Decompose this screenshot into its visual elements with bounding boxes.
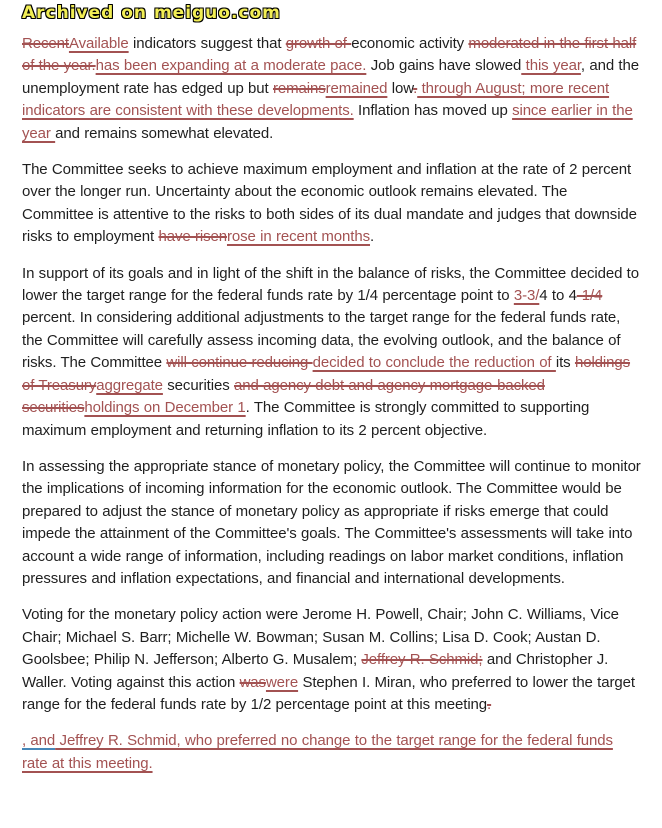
text-run: 4 to 4 [539,287,577,305]
deleted-text: Jeffrey R. Schmid; [361,651,483,669]
deleted-text: -1/4 [576,287,603,305]
paragraph [22,456,641,590]
deleted-text: . [413,79,418,97]
deleted-text: will continue reducing [166,354,313,372]
inserted-text: Jeffrey R. Schmid, who preferred no change to the target range for the federal funds rate at this meeting. [22,732,613,772]
inserted-text-blue-underline: , and [22,732,56,750]
text-run: The Committee seeks to achieve maximum employment and inflation at the rate of 2 percent over the longer run. Uncertainty about the economic outlook remains elevated. The Committee is attentive to the risks to both sides of its dual mandate and judges that downside risks to employment [22,161,637,246]
deleted-text: was [239,673,266,691]
deleted-text: growth of [285,35,352,52]
inserted-text: decided to conclude the reduction of [312,354,556,372]
text-run: In assessing the appropriate stance of monetary policy, the Committee will continue to monitor the implications of incoming information for the economic outlook. The Committee would be prepared to adjust the stance of monetary policy as appropriate if risks emerge that could impede the attainment of the Committee's goals. The Committee's assessments will take into account a wide range of information, including readings on labor market conditions, inflation pressures and inflation expectations, and financial and international developments. [22,457,641,587]
text-run: percent. In considering additional adjustments to the target range for the federal funds rate, the Committee will carefully assess incoming data, the evolving outlook, and the balance of risks. The Committee [22,309,621,372]
text-run: economic activity [351,35,469,52]
inserted-text: holdings on December 1 [84,399,246,417]
inserted-text: were [265,673,299,691]
text-run: indicators suggest that [128,35,286,52]
text-run: its [555,354,575,372]
deleted-text: holdings of Treasury [22,354,631,394]
inserted-text: remained [325,79,388,97]
inserted-text: through August; more recent indicators are consistent with these developments. [22,79,610,120]
text-run: Inflation has moved up [353,102,513,120]
paragraph [22,730,641,775]
text-run: . The Committee is strongly committed to supporting maximum employment and returning inflation to its 2 percent objective. [22,399,590,439]
text-run: low [387,79,414,97]
paragraph [22,604,641,716]
paragraph [22,263,641,442]
text-run: Job gains have slowed [366,57,522,75]
deleted-text: and agency debt and agency mortgage-backed securities [22,376,545,417]
inserted-text: Available [68,35,129,52]
inserted-text: rose in recent months [226,228,371,246]
document-body [22,33,641,775]
inserted-text: has been expanding at a moderate pace. [95,57,367,75]
text-run: and Christopher J. Waller. Voting against this action [22,651,609,691]
inserted-text: aggregate [96,376,163,394]
inserted-text: 3-3/ [513,287,540,305]
text-run: In support of its goals and in light of the shift in the balance of risks, the Committee decided to lower the target range for the federal funds rate by 1/4 percentage point to [22,264,639,305]
archive-watermark: Archived on meiguo.com [22,3,281,23]
paragraph [22,33,641,145]
text-run: . [370,228,375,246]
deleted-text: have risen [158,228,227,246]
deleted-text: Recent [22,35,69,52]
deleted-text: . [487,695,492,713]
inserted-text: since earlier in the year [22,102,633,142]
text-run: and remains somewhat elevated. [55,124,274,142]
deleted-text: moderated in the first half of the year. [22,35,637,75]
inserted-text: this year [521,57,581,75]
text-run: Voting for the monetary policy action were Jerome H. Powell, Chair; John C. Williams, Vice Chair; Michael S. Barr; Michelle W. Bowman; Susan M. Collins; Lisa D. Cook; Austan D. Goolsbee; Philip N. Jefferson; Alberto G. Musalem; [22,606,619,669]
text-run: securities [162,376,234,394]
text-run: Stephen I. Miran, who preferred to lower the target range for the federal funds rate by 1/2 percentage point at this meeting [22,673,635,713]
deleted-text: remains [272,79,326,97]
paragraph [22,159,641,249]
text-run: , and the unemployment rate has edged up but [22,57,639,97]
